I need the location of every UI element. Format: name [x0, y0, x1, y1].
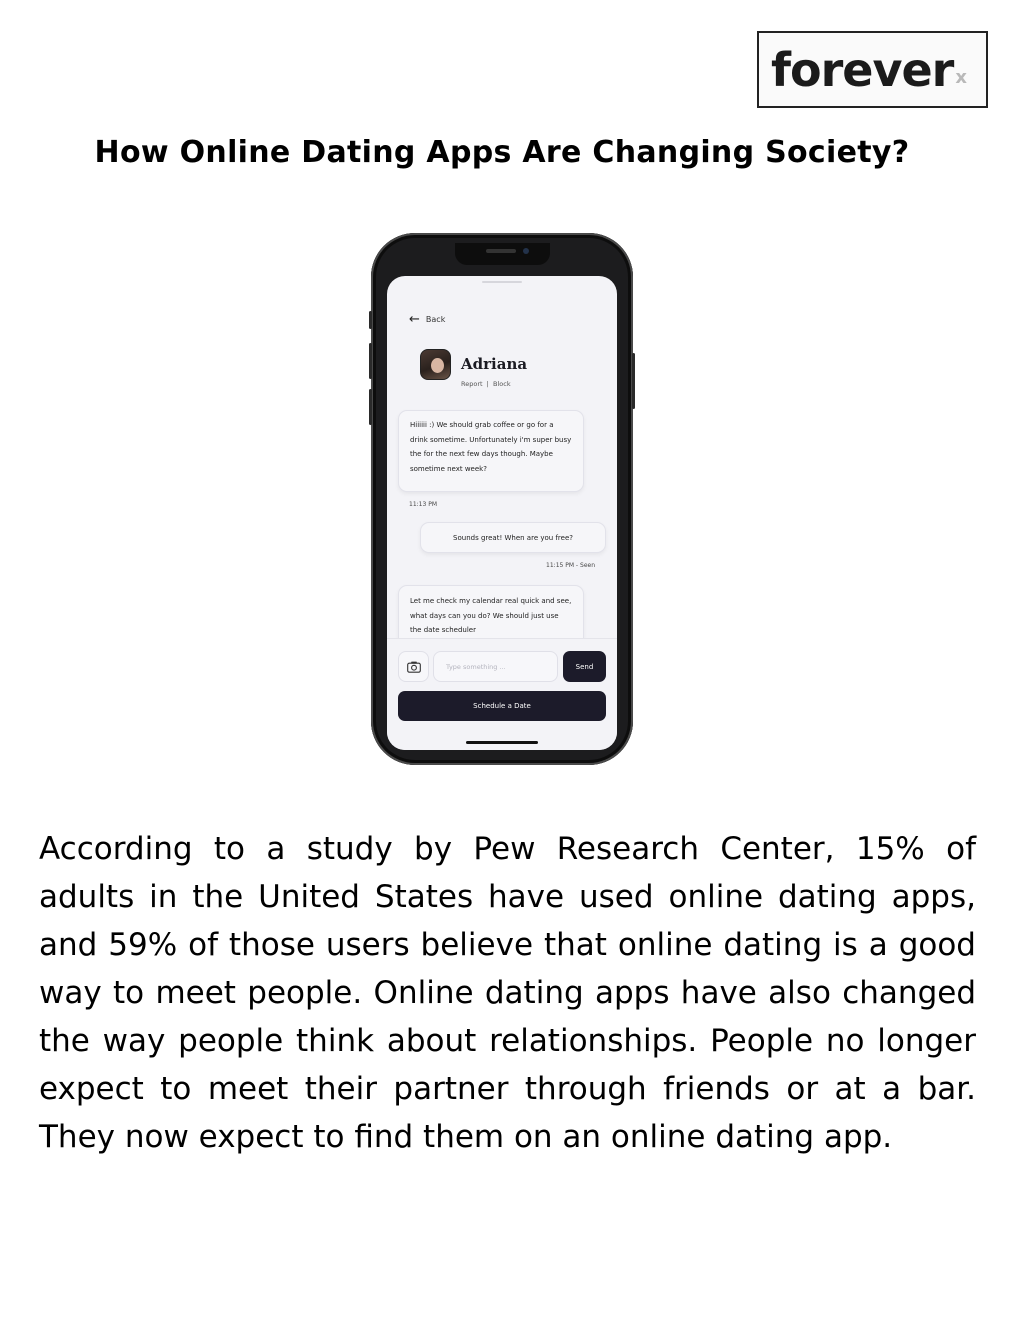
- phone-notch: [455, 243, 550, 265]
- avatar[interactable]: [420, 349, 451, 380]
- logo-wordmark: forever: [771, 42, 954, 97]
- phone-volume-down: [369, 389, 372, 425]
- message-input[interactable]: [433, 651, 558, 682]
- send-button[interactable]: Send: [563, 651, 606, 682]
- back-arrow-icon: ←: [409, 312, 420, 327]
- message-bubble-sent: Sounds great! When are you free?: [420, 522, 606, 553]
- camera-icon: [407, 661, 421, 673]
- back-label: Back: [425, 315, 446, 324]
- message-status: 11:15 PM - Seen: [546, 562, 595, 569]
- page-title: How Online Dating Apps Are Changing Society?: [94, 135, 910, 170]
- avatar-face: [431, 358, 444, 373]
- sheet-grabber: [482, 281, 522, 283]
- phone-camera: [523, 248, 529, 254]
- forever-logo: [757, 31, 988, 108]
- report-block-links[interactable]: Report | Block: [461, 380, 511, 388]
- article-paragraph: According to a study by Pew Research Center, 15% of adults in the United States have used online dating apps, and 59% of those users believe that online dating is a good way to meet people. Online dating apps have also changed the way people think about relationships. People no longer expect to meet their partner through friends or at a bar. They now expect to find them on an online dating app.: [39, 831, 976, 1155]
- logo-suffix: x: [955, 67, 967, 88]
- phone-volume-up: [369, 343, 372, 379]
- phone-mute-switch: [369, 311, 372, 329]
- contact-name: Adriana: [461, 355, 528, 373]
- phone-power-button: [632, 353, 635, 409]
- schedule-date-button[interactable]: Schedule a Date: [398, 691, 606, 721]
- message-timestamp: 11:13 PM: [409, 501, 437, 508]
- back-button[interactable]: [409, 313, 445, 326]
- phone-speaker: [486, 249, 516, 253]
- message-bubble-received: Hiiiiii :) We should grab coffee or go for a drink sometime. Unfortunately i'm super busy the for the next few days though. Maybe sometime next week?: [398, 410, 584, 492]
- home-indicator: [466, 741, 538, 744]
- phone-mockup: [371, 233, 633, 765]
- message-bubble-received: Let me check my calendar real quick and see, what days can you do? We should just use the date scheduler: [398, 585, 584, 665]
- camera-button[interactable]: [398, 651, 429, 682]
- message-composer: [387, 638, 617, 750]
- chat-screen: [387, 276, 617, 750]
